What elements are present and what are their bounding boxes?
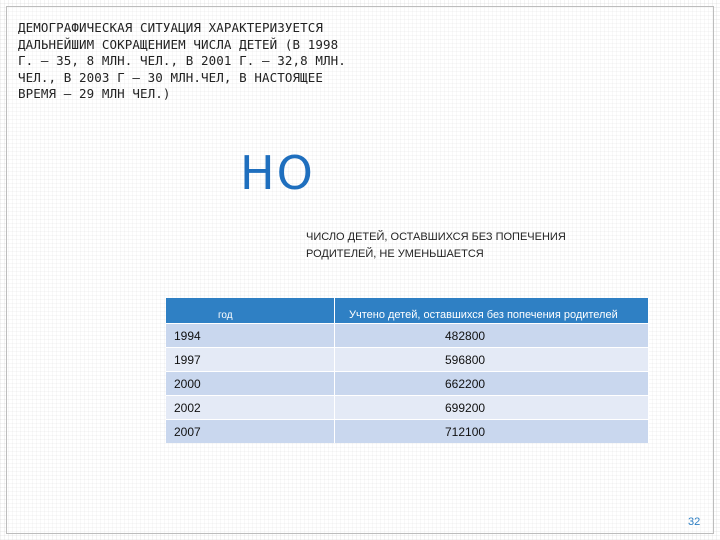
data-table — [166, 298, 649, 443]
cell-year: 1994 — [166, 324, 335, 348]
header-count: Учтено детей, оставшихся без попечения родителей — [335, 298, 649, 324]
cell-count: 482800 — [335, 324, 649, 348]
table-row — [166, 324, 649, 348]
big-word: НО — [240, 146, 315, 200]
cell-year: 2000 — [166, 372, 335, 396]
intro-text: ДЕМОГРАФИЧЕСКАЯ СИТУАЦИЯ ХАРАКТЕРИЗУЕТСЯ ДАЛЬНЕЙШИМ СОКРАЩЕНИЕМ ЧИСЛА ДЕТЕЙ (В 1998 Г. – 35, 8 МЛН. ЧЕЛ., В 2001 Г. – 32,8 МЛН. ЧЕЛ., В 2003 Г – 30 МЛН.ЧЕЛ, В НАСТОЯЩЕЕ ВРЕМЯ – 29 МЛН ЧЕЛ.) — [18, 20, 346, 101]
table-row — [166, 396, 649, 420]
table-row — [166, 420, 649, 444]
cell-year: 1997 — [166, 348, 335, 372]
cell-year: 2007 — [166, 420, 335, 444]
slide-number: 32 — [688, 516, 701, 528]
subtitle-text: ЧИСЛО ДЕТЕЙ, ОСТАВШИХСЯ БЕЗ ПОПЕЧЕНИЯ РОДИТЕЛЕЙ, НЕ УМЕНЬШАЕТСЯ — [306, 231, 566, 260]
header-year: год — [166, 298, 335, 324]
table-row — [166, 372, 649, 396]
cell-count: 662200 — [335, 372, 649, 396]
cell-year: 2002 — [166, 396, 335, 420]
table-header-row — [166, 298, 649, 324]
cell-count: 596800 — [335, 348, 649, 372]
cell-count: 699200 — [335, 396, 649, 420]
cell-count: 712100 — [335, 420, 649, 444]
table-row — [166, 348, 649, 372]
